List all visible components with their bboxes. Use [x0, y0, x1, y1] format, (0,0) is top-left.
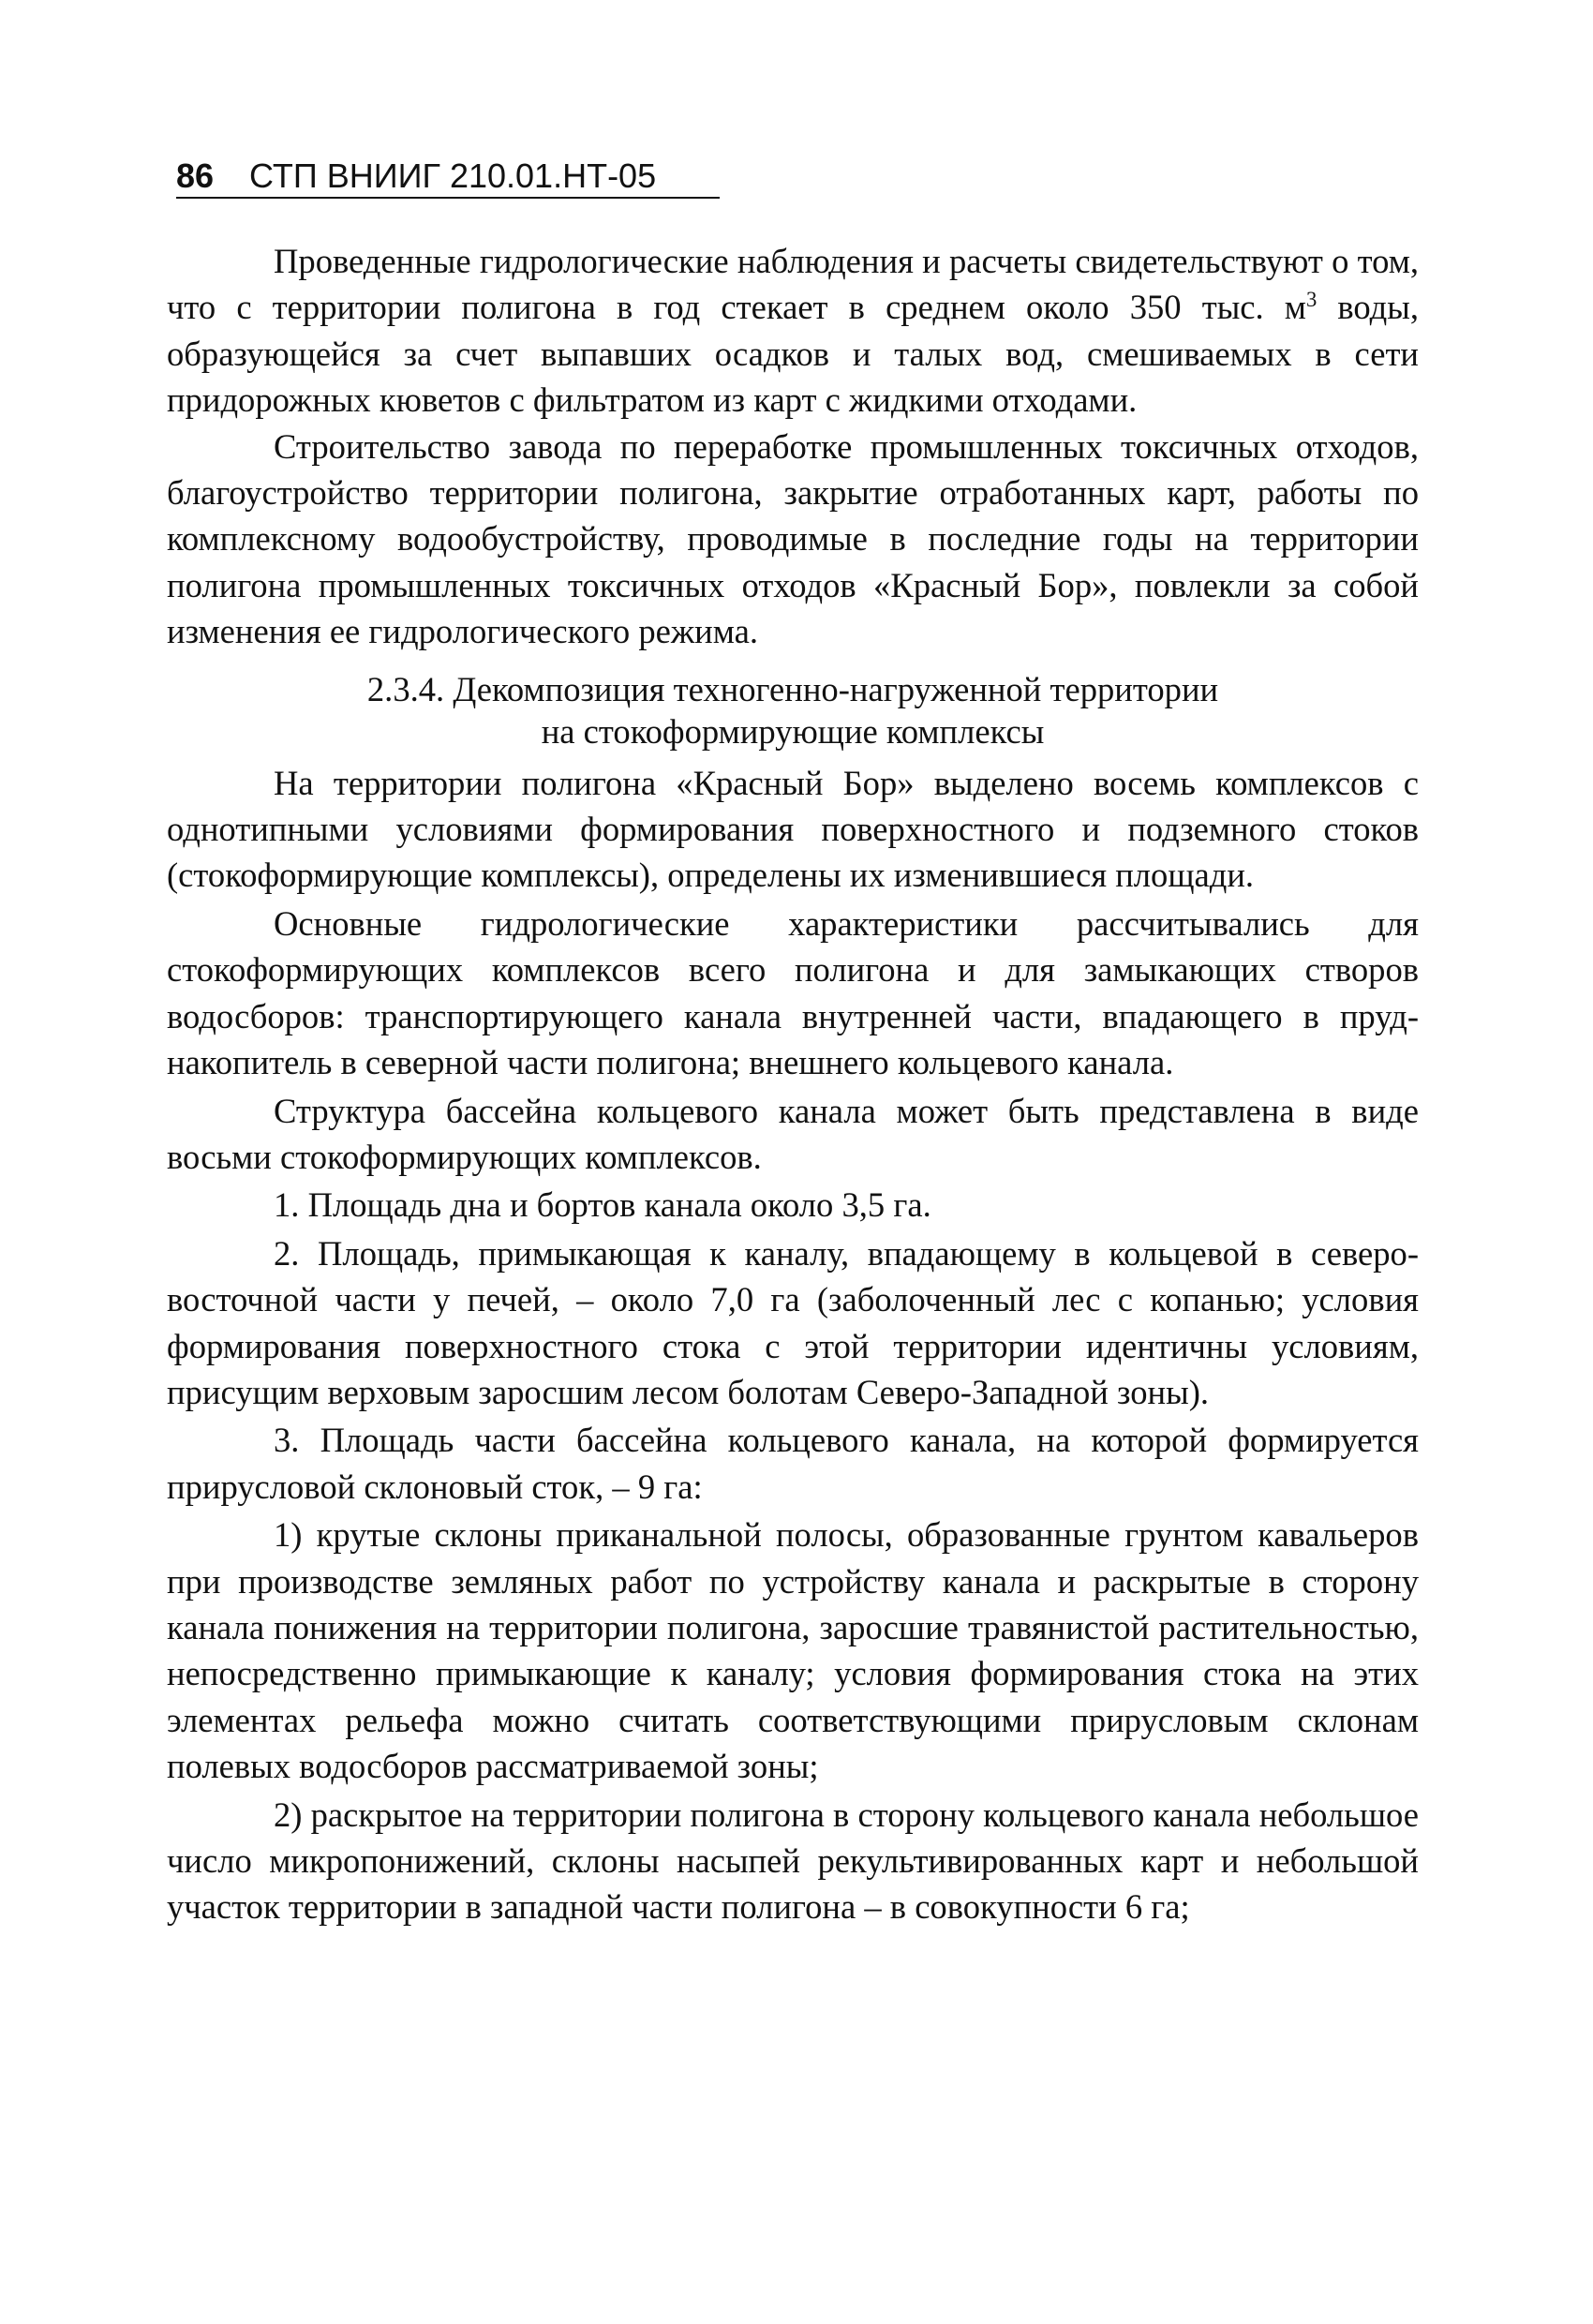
paragraph-hydrologic-characteristics: Основные гидрологические характеристики рассчитывались для стокоформирующих комплексов всего полигона и для замыкающих створов водосборов: транспортирующего канала внутренней части, впадающего в пруд-накопитель в северной части полигона; внешнего кольцевого канала. — [167, 903, 1419, 1082]
body-text — [167, 238, 1419, 1930]
section-heading-line-2: на стокоформирующие комплексы — [541, 711, 1045, 751]
header-underline — [176, 197, 720, 199]
paragraph-plant-construction: Строительство завода по переработке промышленных токсичных отходов, благоустройство территории полигона, закрытие отработанных карт, работы по комплексному водообустройству, проводимые в последние годы на территории полигона промышленных токсичных отходов «Красный Бор», повлекли за собой изменения ее гидрологического режима. — [167, 426, 1419, 651]
list-item-3: 3. Площадь части бассейна кольцевого канала, на которой формируется прирусловой склоновый сток, – 9 га: — [167, 1421, 1419, 1506]
unit-superscript: 3 — [1305, 288, 1318, 312]
paragraph-runoff-text: Проведенные гидрологические наблюдения и расчеты свидетельствуют о том, что с территории полигона в год стекает в среднем около 350 тыс. м — [167, 242, 1419, 327]
sub-item-1: 1) крутые склоны приканальной полосы, образованные грунтом кавальеров при производстве земляных работ по устройству канала и раскрытые в сторону канала понижения на территории полигона, заросшие травянистой растительностью, непосредственно примыкающие к каналу; условия формирования стока на этих элементах рельефа можно считать соответствующими прирусловым склонам полевых водосборов рассматриваемой зоны; — [167, 1515, 1419, 1786]
paragraph-basin-structure: Структура бассейна кольцевого канала может быть представлена в виде восьми стокоформирующих комплексов. — [167, 1091, 1419, 1176]
paragraph-eight-complexes: На территории полигона «Красный Бор» выделено восемь комплексов с однотипными условиями формирования поверхностного и подземного стоков (стокоформирующие комплексы), определены их изменившиеся площади. — [167, 763, 1419, 895]
page-number: 86 — [176, 156, 215, 195]
paragraph-runoff-observations — [167, 238, 1419, 424]
document-code: СТП ВНИИГ 210.01.НТ-05 — [249, 156, 657, 195]
paragraph-runoff-text-continued: воды, образующейся за счет выпавших осадков и талых вод, смешиваемых в сети придорожных кюветов с фильтратом из карт с жидкими отходами. — [167, 288, 1419, 420]
section-heading-line-1: 2.3.4. Декомпозиция техногенно-нагруженной территории — [366, 669, 1219, 708]
running-header — [176, 156, 720, 202]
section-heading — [167, 668, 1419, 752]
list-item-2: 2. Площадь, примыкающая к каналу, впадающему в кольцевой в северо-восточной части у печей, – около 7,0 га (заболоченный лес с копанью; условия формирования поверхностного стока с этой территории идентичны условиям, присущим верховым заросшим лесом болотам Северо-Западной зоны). — [167, 1233, 1419, 1411]
sub-item-2: 2) раскрытое на территории полигона в сторону кольцевого канала небольшое число микропонижений, склоны насыпей рекультивированных карт и небольшой участок территории в западной части полигона – в совокупности 6 га; — [167, 1795, 1419, 1927]
list-item-1: 1. Площадь дна и бортов канала около 3,5 га. — [274, 1185, 931, 1225]
